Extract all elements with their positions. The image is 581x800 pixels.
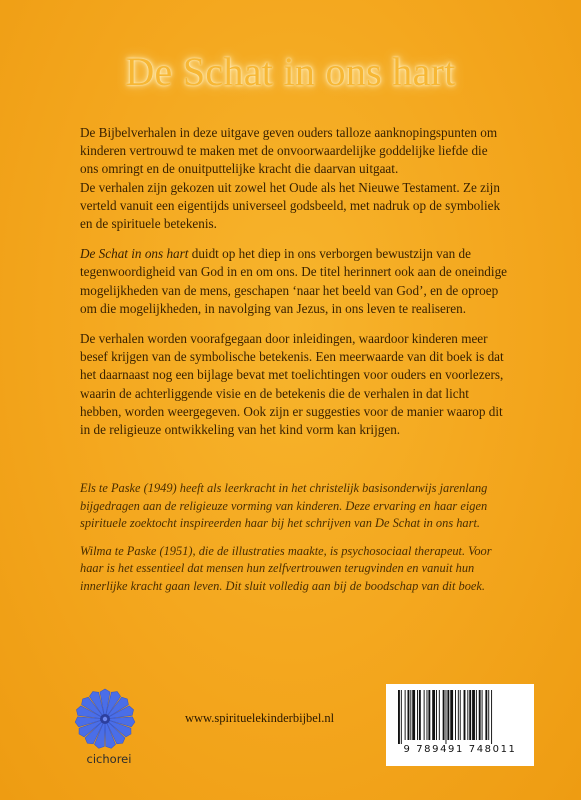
barcode-bar <box>408 690 410 740</box>
website-url[interactable]: www.spirituelekinderbijbel.nl <box>185 711 335 725</box>
barcode-bar <box>464 690 466 740</box>
book-title-inline: De Schat in ons hart <box>80 246 189 262</box>
barcode-bar <box>424 690 425 740</box>
paragraph-title-meaning-text: duidt op het diep in ons verborgen bewustzijn van de tegenwoordigheid van God in en om ons. De titel herinnert ook aan de oneindige mogelijkheden van de mens, geschapen ‘naar het beeld van God’, en de oproep om die mogelijkheden, in navolging van Jezus, in ons leven te realiseren. <box>80 246 508 316</box>
barcode-bar <box>428 690 430 740</box>
barcode-bar <box>398 690 400 744</box>
barcode-bar <box>467 690 468 740</box>
barcode-bar <box>472 690 475 740</box>
chicory-flower-icon <box>70 688 140 750</box>
barcode-bar <box>436 690 437 740</box>
barcode-bar <box>405 690 406 740</box>
paragraph-stories: De verhalen zijn gekozen uit zowel het Oude als het Nieuwe Testament. Ze zijn verteld vanuit een eigentijds universeel godsbeeld, met nadruk op de symboliek en de spirituele betekenis. <box>80 179 501 232</box>
barcode-bar <box>410 690 411 740</box>
blurb <box>80 124 508 451</box>
illustrator-bio: Wilma te Paske (1951), die de illustraties maakte, is psychosociaal therapeut. Voor haar is het essentieel dat mensen hun zelfvertrouwen terugvinden en vanuit hun innerlijke kracht gaan leven. Dit sluit volledig aan bij de boodschap van dit boek. <box>80 543 492 593</box>
author-bio: Els te Paske (1949) heeft als leerkracht in het christelijk basisonderwijs jarenlang bijgedragen aan de religieuze vorming van kinderen. Deze ervaring en haar eigen spirituele zoektocht inspireerden haar bij het schrijven van De Schat in ons hart. <box>80 481 488 531</box>
barcode-bar <box>458 690 459 740</box>
biographies <box>80 480 510 606</box>
barcode-bar <box>455 690 456 740</box>
barcode-bar <box>469 690 471 740</box>
barcode-bar <box>450 690 453 740</box>
barcode-bar <box>412 690 415 740</box>
barcode-bar <box>491 690 492 744</box>
paragraph-intro: De Bijbelverhalen in deze uitgave geven ouders talloze aanknopingspunten om kinderen vertrouwd te maken met de onvoorwaardelijke goddelijke liefde die ons omringt en de onuitputtelijke kracht die daarvan uitgaat. <box>80 125 498 177</box>
barcode-bar <box>488 690 489 740</box>
cover-title: De Schat in ons hart <box>125 49 456 94</box>
barcode-bar <box>476 690 477 740</box>
barcode-bar <box>417 690 418 740</box>
barcode-bar <box>427 690 428 740</box>
barcode-bar <box>439 690 440 740</box>
barcode-bar <box>460 690 461 740</box>
barcode-bar <box>419 690 421 740</box>
barcode-bar <box>401 690 402 744</box>
isbn-number: 9 789491 748011 <box>403 744 517 755</box>
barcode-bar <box>443 690 445 740</box>
barcode-bar <box>446 690 447 744</box>
barcode-bar <box>479 690 481 740</box>
barcode-bar <box>485 690 487 740</box>
barcode-icon <box>398 690 522 744</box>
paragraph-title-meaning <box>80 245 508 318</box>
publisher-name: cichorei <box>86 752 132 766</box>
barcode <box>386 684 534 766</box>
barcode-bar <box>447 690 449 740</box>
paragraph-introductions: De verhalen worden voorafgegaan door inleidingen, waardoor kinderen meer besef krijgen van de symbolische betekenis. Een meerwaarde van dit boek is dat het daarnaast nog een bijlage bevat met toelichtingen voor ouders en voorlezers, waarin de achterliggende visie en de betekenis die de verhalen in dat licht hebben, worden weergegeven. Ook zijn er suggesties voor de manier waarop dit in de religieuze ontwikkeling van het kind vorm kan krijgen. <box>80 331 504 438</box>
barcode-bar <box>482 690 483 740</box>
barcode-bar <box>432 690 435 740</box>
